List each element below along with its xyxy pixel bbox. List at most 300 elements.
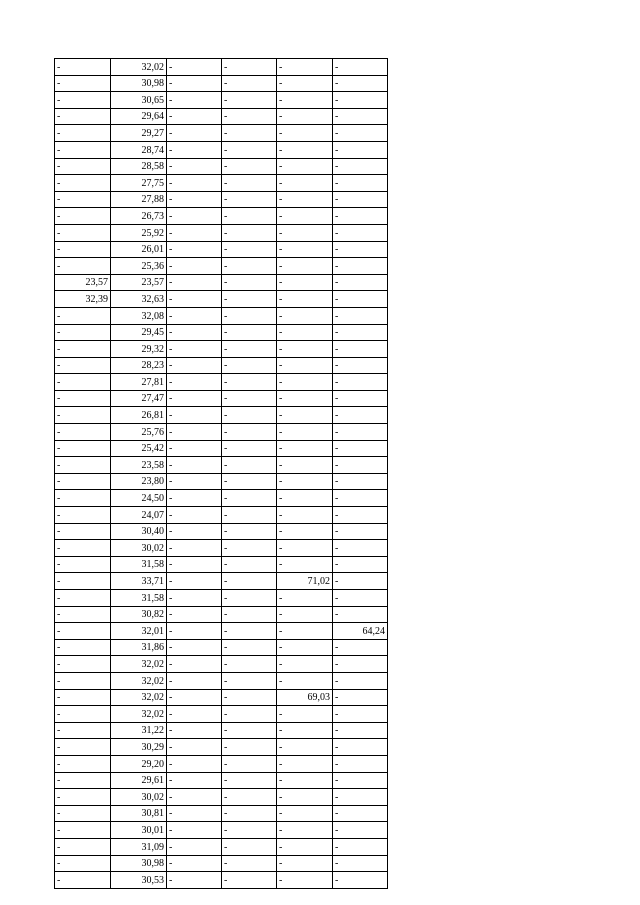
table-cell: - bbox=[55, 357, 111, 374]
table-cell: - bbox=[333, 755, 388, 772]
table-cell: - bbox=[55, 424, 111, 441]
table-cell: - bbox=[167, 374, 222, 391]
table-cell: - bbox=[222, 224, 277, 241]
table-cell: 30,02 bbox=[111, 540, 167, 557]
table-cell: - bbox=[167, 390, 222, 407]
table-cell: - bbox=[222, 822, 277, 839]
table-cell: - bbox=[333, 722, 388, 739]
table-cell: - bbox=[277, 374, 333, 391]
table-cell: - bbox=[55, 75, 111, 92]
table-row bbox=[55, 573, 388, 590]
table-cell: - bbox=[222, 507, 277, 524]
table-cell: - bbox=[333, 739, 388, 756]
table-cell: - bbox=[167, 656, 222, 673]
table-cell: 26,73 bbox=[111, 208, 167, 225]
table-cell: 30,65 bbox=[111, 92, 167, 109]
table-cell: - bbox=[55, 606, 111, 623]
table-cell: - bbox=[222, 639, 277, 656]
table-cell: - bbox=[222, 656, 277, 673]
table-cell: - bbox=[222, 755, 277, 772]
table-cell: - bbox=[222, 606, 277, 623]
table-cell: 69,03 bbox=[277, 689, 333, 706]
table-cell: 27,75 bbox=[111, 175, 167, 192]
table-row bbox=[55, 357, 388, 374]
table-cell: 64,24 bbox=[333, 623, 388, 640]
table-cell: 32,02 bbox=[111, 59, 167, 76]
table-cell: - bbox=[277, 175, 333, 192]
table-cell: - bbox=[222, 838, 277, 855]
table-row bbox=[55, 324, 388, 341]
table-cell: - bbox=[55, 722, 111, 739]
table-cell: - bbox=[167, 125, 222, 142]
table-cell: - bbox=[55, 639, 111, 656]
table-cell: - bbox=[333, 689, 388, 706]
table-row bbox=[55, 872, 388, 889]
table-cell: - bbox=[333, 108, 388, 125]
table-cell: - bbox=[277, 92, 333, 109]
table-cell: - bbox=[167, 424, 222, 441]
table-cell: - bbox=[167, 739, 222, 756]
table-row bbox=[55, 125, 388, 142]
table-cell: - bbox=[277, 590, 333, 607]
table-cell: - bbox=[333, 838, 388, 855]
table-row bbox=[55, 407, 388, 424]
table-cell: 26,81 bbox=[111, 407, 167, 424]
table-cell: 32,02 bbox=[111, 656, 167, 673]
table-row bbox=[55, 241, 388, 258]
table-cell: 29,45 bbox=[111, 324, 167, 341]
table-cell: - bbox=[333, 374, 388, 391]
table-cell: - bbox=[167, 92, 222, 109]
table-cell: - bbox=[277, 274, 333, 291]
table-cell: - bbox=[333, 307, 388, 324]
table-cell: - bbox=[333, 606, 388, 623]
table-cell: - bbox=[167, 274, 222, 291]
table-row bbox=[55, 258, 388, 275]
table-cell: - bbox=[222, 274, 277, 291]
table-cell: - bbox=[167, 175, 222, 192]
table-cell: - bbox=[222, 374, 277, 391]
table-row bbox=[55, 274, 388, 291]
table-cell: - bbox=[55, 540, 111, 557]
table-cell: - bbox=[222, 473, 277, 490]
table-cell: 23,80 bbox=[111, 473, 167, 490]
table-row bbox=[55, 722, 388, 739]
table-cell: 23,57 bbox=[55, 274, 111, 291]
table-cell: - bbox=[222, 672, 277, 689]
table-cell: - bbox=[55, 672, 111, 689]
table-cell: - bbox=[167, 490, 222, 507]
table-cell: 29,61 bbox=[111, 772, 167, 789]
table-cell: - bbox=[55, 208, 111, 225]
table-cell: - bbox=[55, 407, 111, 424]
table-cell: - bbox=[167, 805, 222, 822]
table-row bbox=[55, 556, 388, 573]
table-cell: - bbox=[277, 191, 333, 208]
table-row bbox=[55, 141, 388, 158]
table-cell: - bbox=[55, 789, 111, 806]
table-cell: - bbox=[333, 507, 388, 524]
table-row bbox=[55, 822, 388, 839]
table-cell: - bbox=[222, 208, 277, 225]
table-cell: 32,63 bbox=[111, 291, 167, 308]
table-cell: - bbox=[277, 772, 333, 789]
table-cell: - bbox=[55, 490, 111, 507]
table-row bbox=[55, 789, 388, 806]
table-cell: - bbox=[167, 722, 222, 739]
table-cell: - bbox=[333, 855, 388, 872]
table-row bbox=[55, 92, 388, 109]
table-cell: - bbox=[222, 424, 277, 441]
table-row bbox=[55, 656, 388, 673]
table-cell: - bbox=[222, 789, 277, 806]
table-cell: - bbox=[333, 92, 388, 109]
table-cell: 29,32 bbox=[111, 341, 167, 358]
table-cell: - bbox=[277, 241, 333, 258]
table-cell: - bbox=[55, 92, 111, 109]
table-cell: - bbox=[277, 872, 333, 889]
table-row bbox=[55, 490, 388, 507]
table-cell: - bbox=[277, 822, 333, 839]
table-row bbox=[55, 341, 388, 358]
table-cell: - bbox=[333, 656, 388, 673]
table-cell: - bbox=[222, 357, 277, 374]
table-cell: - bbox=[55, 224, 111, 241]
table-cell: - bbox=[222, 407, 277, 424]
table-cell: - bbox=[222, 706, 277, 723]
table-cell: - bbox=[222, 490, 277, 507]
table-row bbox=[55, 75, 388, 92]
table-cell: - bbox=[277, 789, 333, 806]
table-cell: 32,39 bbox=[55, 291, 111, 308]
table-cell: - bbox=[167, 523, 222, 540]
table-row bbox=[55, 390, 388, 407]
table-cell: - bbox=[333, 473, 388, 490]
table-row bbox=[55, 473, 388, 490]
table-cell: - bbox=[333, 706, 388, 723]
table-row bbox=[55, 590, 388, 607]
table-cell: - bbox=[55, 374, 111, 391]
table-cell: 32,08 bbox=[111, 307, 167, 324]
table-cell: - bbox=[333, 540, 388, 557]
table-cell: - bbox=[333, 390, 388, 407]
table-cell: - bbox=[277, 540, 333, 557]
table-cell: - bbox=[277, 59, 333, 76]
table-cell: - bbox=[167, 590, 222, 607]
table-cell: 30,98 bbox=[111, 75, 167, 92]
table-row bbox=[55, 672, 388, 689]
table-cell: 28,74 bbox=[111, 141, 167, 158]
table-cell: - bbox=[55, 556, 111, 573]
table-row bbox=[55, 158, 388, 175]
table-cell: - bbox=[222, 291, 277, 308]
table-cell: 29,27 bbox=[111, 125, 167, 142]
table-cell: - bbox=[333, 672, 388, 689]
table-cell: - bbox=[167, 755, 222, 772]
table-cell: 30,82 bbox=[111, 606, 167, 623]
table-cell: 24,07 bbox=[111, 507, 167, 524]
table-cell: 28,58 bbox=[111, 158, 167, 175]
table-cell: - bbox=[333, 590, 388, 607]
table-row bbox=[55, 175, 388, 192]
table-cell: 30,53 bbox=[111, 872, 167, 889]
table-cell: - bbox=[277, 407, 333, 424]
table-row bbox=[55, 689, 388, 706]
table-cell: - bbox=[277, 722, 333, 739]
table-cell: - bbox=[277, 838, 333, 855]
table-cell: - bbox=[277, 606, 333, 623]
table-cell: - bbox=[55, 191, 111, 208]
table-cell: - bbox=[222, 573, 277, 590]
table-cell: - bbox=[333, 872, 388, 889]
table-cell: - bbox=[222, 324, 277, 341]
table-cell: - bbox=[55, 855, 111, 872]
table-cell: - bbox=[333, 407, 388, 424]
table-cell: - bbox=[222, 258, 277, 275]
table-cell: 29,64 bbox=[111, 108, 167, 125]
table-cell: - bbox=[167, 706, 222, 723]
table-cell: - bbox=[55, 307, 111, 324]
table-cell: - bbox=[277, 224, 333, 241]
table-cell: - bbox=[222, 590, 277, 607]
table-cell: - bbox=[167, 324, 222, 341]
table-cell: 24,50 bbox=[111, 490, 167, 507]
table-cell: - bbox=[333, 556, 388, 573]
table-row bbox=[55, 191, 388, 208]
table-cell: - bbox=[55, 805, 111, 822]
table-cell: - bbox=[333, 341, 388, 358]
table-cell: - bbox=[55, 108, 111, 125]
table-cell: - bbox=[222, 75, 277, 92]
table-cell: - bbox=[222, 556, 277, 573]
table-cell: - bbox=[55, 440, 111, 457]
table-row bbox=[55, 838, 388, 855]
table-cell: 27,47 bbox=[111, 390, 167, 407]
table-cell: - bbox=[277, 424, 333, 441]
table-cell: - bbox=[167, 224, 222, 241]
table-cell: - bbox=[277, 656, 333, 673]
table-cell: - bbox=[167, 158, 222, 175]
table-row bbox=[55, 606, 388, 623]
table-cell: - bbox=[55, 473, 111, 490]
table-row bbox=[55, 457, 388, 474]
table-cell: - bbox=[167, 473, 222, 490]
table-cell: - bbox=[222, 108, 277, 125]
table-cell: - bbox=[277, 473, 333, 490]
table-row bbox=[55, 523, 388, 540]
table-cell: 30,81 bbox=[111, 805, 167, 822]
table-cell: - bbox=[277, 457, 333, 474]
table-cell: - bbox=[55, 158, 111, 175]
table-cell: - bbox=[222, 307, 277, 324]
table-row bbox=[55, 507, 388, 524]
table-cell: - bbox=[277, 357, 333, 374]
table-cell: - bbox=[55, 706, 111, 723]
table-cell: 30,01 bbox=[111, 822, 167, 839]
table-cell: 27,81 bbox=[111, 374, 167, 391]
table-cell: - bbox=[55, 141, 111, 158]
table-cell: - bbox=[55, 573, 111, 590]
table-cell: - bbox=[222, 59, 277, 76]
table-cell: - bbox=[277, 75, 333, 92]
table-cell: 30,02 bbox=[111, 789, 167, 806]
table-row bbox=[55, 307, 388, 324]
table-cell: - bbox=[222, 241, 277, 258]
table-cell: - bbox=[167, 291, 222, 308]
table-cell: - bbox=[167, 208, 222, 225]
table-cell: 31,58 bbox=[111, 590, 167, 607]
table-cell: - bbox=[167, 822, 222, 839]
table-row bbox=[55, 291, 388, 308]
table-cell: - bbox=[55, 175, 111, 192]
table-cell: - bbox=[55, 822, 111, 839]
table-cell: - bbox=[167, 407, 222, 424]
table-cell: - bbox=[55, 390, 111, 407]
table-cell: - bbox=[222, 125, 277, 142]
table-row bbox=[55, 772, 388, 789]
table-cell: - bbox=[333, 357, 388, 374]
table-cell: - bbox=[222, 805, 277, 822]
table-cell: - bbox=[277, 390, 333, 407]
table-row bbox=[55, 805, 388, 822]
table-cell: - bbox=[167, 872, 222, 889]
table-row bbox=[55, 374, 388, 391]
table-cell: 32,02 bbox=[111, 706, 167, 723]
table-row bbox=[55, 755, 388, 772]
table-cell: - bbox=[222, 872, 277, 889]
table-cell: - bbox=[277, 125, 333, 142]
table-cell: - bbox=[55, 457, 111, 474]
table-cell: - bbox=[55, 507, 111, 524]
table-cell: - bbox=[167, 855, 222, 872]
table-cell: - bbox=[222, 540, 277, 557]
table-cell: - bbox=[167, 108, 222, 125]
table-cell: - bbox=[222, 92, 277, 109]
table-cell: - bbox=[277, 440, 333, 457]
table-cell: - bbox=[222, 623, 277, 640]
table-cell: 31,09 bbox=[111, 838, 167, 855]
table-cell: - bbox=[333, 175, 388, 192]
table-cell: - bbox=[333, 490, 388, 507]
table-cell: - bbox=[277, 258, 333, 275]
table-cell: - bbox=[167, 838, 222, 855]
table-row bbox=[55, 59, 388, 76]
table-cell: - bbox=[333, 639, 388, 656]
table-cell: - bbox=[333, 324, 388, 341]
table-cell: 71,02 bbox=[277, 573, 333, 590]
table-cell: - bbox=[55, 755, 111, 772]
table-cell: - bbox=[55, 656, 111, 673]
table-cell: - bbox=[277, 307, 333, 324]
table-cell: - bbox=[222, 141, 277, 158]
table-cell: - bbox=[277, 706, 333, 723]
table-cell: 31,22 bbox=[111, 722, 167, 739]
table-cell: - bbox=[167, 672, 222, 689]
table-cell: - bbox=[222, 341, 277, 358]
table-cell: 32,02 bbox=[111, 689, 167, 706]
table-cell: - bbox=[333, 59, 388, 76]
table-row bbox=[55, 224, 388, 241]
table-cell: - bbox=[55, 258, 111, 275]
table-cell: - bbox=[277, 805, 333, 822]
table-cell: - bbox=[333, 424, 388, 441]
table-cell: - bbox=[222, 739, 277, 756]
table-cell: - bbox=[167, 507, 222, 524]
table-row bbox=[55, 639, 388, 656]
table-cell: - bbox=[55, 838, 111, 855]
table-row bbox=[55, 108, 388, 125]
table-cell: - bbox=[55, 872, 111, 889]
table-cell: - bbox=[333, 789, 388, 806]
table-cell: - bbox=[167, 689, 222, 706]
table-cell: - bbox=[333, 822, 388, 839]
table-row bbox=[55, 706, 388, 723]
table-row bbox=[55, 440, 388, 457]
table-cell: 32,02 bbox=[111, 672, 167, 689]
table-cell: - bbox=[277, 672, 333, 689]
table-cell: - bbox=[333, 191, 388, 208]
table-cell: 25,76 bbox=[111, 424, 167, 441]
table-cell: - bbox=[55, 59, 111, 76]
table-row bbox=[55, 424, 388, 441]
table-cell: - bbox=[333, 208, 388, 225]
table-cell: - bbox=[167, 440, 222, 457]
table-cell: - bbox=[333, 573, 388, 590]
table-cell: - bbox=[167, 639, 222, 656]
table-cell: - bbox=[277, 523, 333, 540]
data-table bbox=[54, 58, 388, 889]
table-cell: - bbox=[277, 324, 333, 341]
table-cell: - bbox=[277, 341, 333, 358]
table-cell: 30,40 bbox=[111, 523, 167, 540]
table-cell: - bbox=[167, 241, 222, 258]
table-cell: 30,29 bbox=[111, 739, 167, 756]
table-cell: - bbox=[55, 590, 111, 607]
table-cell: - bbox=[333, 125, 388, 142]
table-row bbox=[55, 739, 388, 756]
table-cell: - bbox=[333, 274, 388, 291]
table-cell: - bbox=[167, 623, 222, 640]
table-cell: - bbox=[167, 540, 222, 557]
table-cell: - bbox=[222, 855, 277, 872]
table-row bbox=[55, 540, 388, 557]
table-cell: 31,58 bbox=[111, 556, 167, 573]
table-cell: - bbox=[222, 175, 277, 192]
table-cell: - bbox=[333, 158, 388, 175]
table-cell: 30,98 bbox=[111, 855, 167, 872]
table-cell: - bbox=[55, 739, 111, 756]
table-row bbox=[55, 208, 388, 225]
table-cell: - bbox=[55, 523, 111, 540]
table-cell: 33,71 bbox=[111, 573, 167, 590]
table-cell: - bbox=[55, 241, 111, 258]
table-cell: - bbox=[277, 208, 333, 225]
table-cell: - bbox=[55, 689, 111, 706]
table-cell: - bbox=[333, 805, 388, 822]
table-cell: 26,01 bbox=[111, 241, 167, 258]
table-cell: - bbox=[222, 390, 277, 407]
table-cell: 25,92 bbox=[111, 224, 167, 241]
table-cell: - bbox=[55, 341, 111, 358]
table-cell: 23,57 bbox=[111, 274, 167, 291]
table-cell: - bbox=[333, 141, 388, 158]
table-body bbox=[55, 59, 388, 889]
table-cell: - bbox=[277, 739, 333, 756]
table-cell: - bbox=[55, 324, 111, 341]
table-cell: - bbox=[333, 523, 388, 540]
table-cell: - bbox=[277, 755, 333, 772]
table-cell: - bbox=[277, 639, 333, 656]
